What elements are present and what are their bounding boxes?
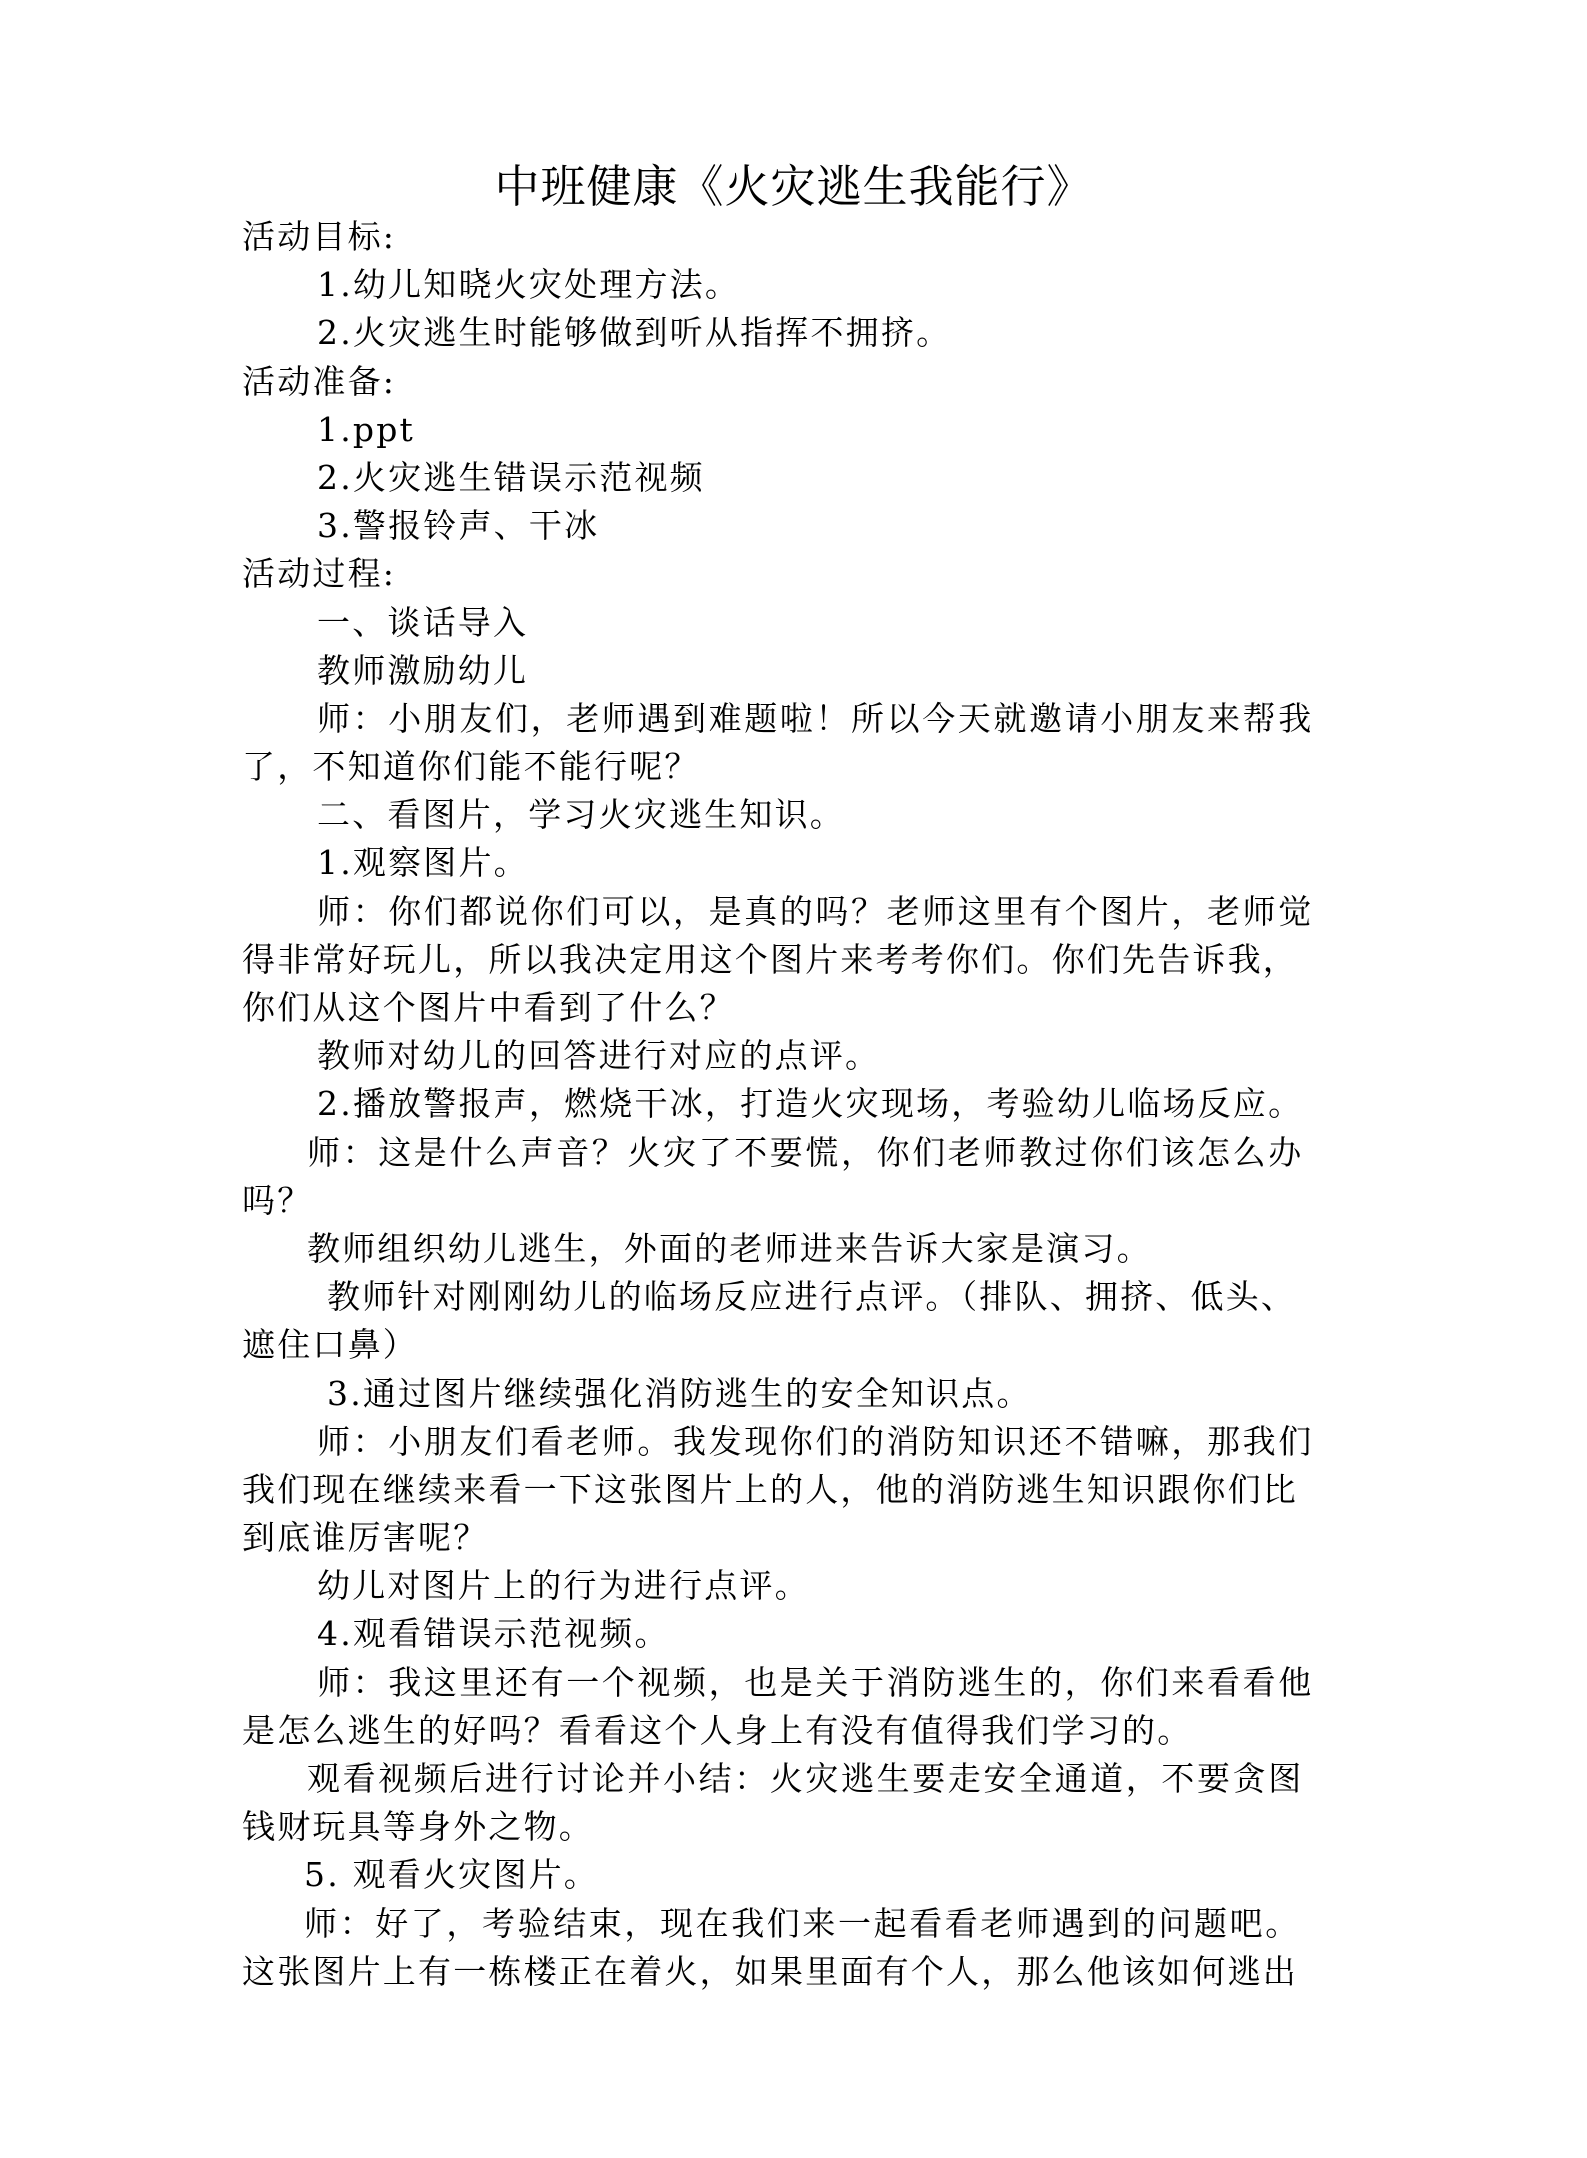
process-paragraph-continuation: 我们现在继续来看一下这张图片上的人，他的消防逃生知识跟你们比: [242, 1469, 1298, 1509]
process-paragraph-continuation: 了，不知道你们能不能行呢？: [242, 747, 700, 787]
process-subheading: 二、看图片，学习火灾逃生知识。: [317, 795, 845, 835]
process-step: 3.通过图片继续强化消防逃生的安全知识点。: [327, 1373, 1032, 1413]
process-paragraph-continuation: 钱财玩具等身外之物。: [242, 1807, 594, 1847]
process-paragraph: 观看视频后进行讨论并小结：火灾逃生要走安全通道，不要贪图: [307, 1759, 1304, 1798]
process-step: 5. 观看火灾图片。: [304, 1855, 599, 1895]
process-step: 2.播放警报声，燃烧干冰，打造火灾现场，考验幼儿临场反应。: [317, 1084, 1304, 1124]
process-paragraph-continuation: 这张图片上有一栋楼正在着火，如果里面有个人，那么他该如何逃出: [242, 1951, 1298, 1991]
process-paragraph-continuation: 你们从这个图片中看到了什么？: [242, 988, 735, 1027]
process-paragraph: 教师对幼儿的回答进行对应的点评。: [317, 1036, 881, 1076]
preparation-item: 2.火灾逃生错误示范视频: [317, 457, 705, 497]
document-title: 中班健康《火灾逃生我能行》: [494, 160, 1093, 213]
process-paragraph: 幼儿对图片上的行为进行点评。: [317, 1566, 810, 1606]
process-paragraph: 师：好了，考验结束，现在我们来一起看看老师遇到的问题吧。: [304, 1903, 1301, 1943]
process-paragraph-continuation: 吗？: [242, 1180, 313, 1220]
process-paragraph: 师：我这里还有一个视频，也是关于消防逃生的，你们来看看他: [317, 1662, 1314, 1702]
process-paragraph: 师：你们都说你们可以，是真的吗？老师这里有个图片，老师觉: [317, 891, 1314, 931]
section-heading-preparation: 活动准备:: [242, 361, 397, 401]
goal-item: 2.火灾逃生时能够做到听从指挥不拥挤。: [317, 313, 952, 353]
process-paragraph: 教师激励幼儿: [317, 650, 529, 690]
section-heading-process: 活动过程:: [242, 554, 397, 594]
process-paragraph: 师：这是什么声音？火灾了不要慌，你们老师教过你们该怎么办: [307, 1132, 1304, 1172]
process-paragraph-continuation: 是怎么逃生的好吗？看看这个人身上有没有值得我们学习的。: [242, 1710, 1193, 1750]
process-paragraph-continuation: 到底谁厉害呢？: [242, 1518, 489, 1558]
process-paragraph-continuation: 得非常好玩儿，所以我决定用这个图片来考考你们。你们先告诉我，: [242, 939, 1298, 979]
preparation-item: 3.警报铃声、干冰: [317, 506, 600, 546]
preparation-item: 1.ppt: [317, 409, 415, 449]
document-body: [242, 213, 1352, 1996]
section-heading-goals: 活动目标:: [242, 217, 397, 256]
process-step: 1.观察图片。: [317, 843, 529, 883]
process-step: 4.观看错误示范视频。: [317, 1614, 670, 1654]
process-paragraph-continuation: 遮住口鼻）: [242, 1325, 418, 1365]
goal-item: 1.幼儿知晓火灾处理方法。: [317, 265, 741, 305]
process-paragraph: 教师组织幼儿逃生，外面的老师进来告诉大家是演习。: [307, 1228, 1152, 1268]
process-subheading: 一、谈话导入: [317, 602, 529, 642]
process-paragraph: 教师针对刚刚幼儿的临场反应进行点评。（排队、拥挤、低头、: [327, 1277, 1297, 1317]
process-paragraph: 师：小朋友们看老师。我发现你们的消防知识还不错嘛，那我们: [317, 1421, 1314, 1461]
process-paragraph: 师：小朋友们，老师遇到难题啦！所以今天就邀请小朋友来帮我: [317, 698, 1314, 738]
